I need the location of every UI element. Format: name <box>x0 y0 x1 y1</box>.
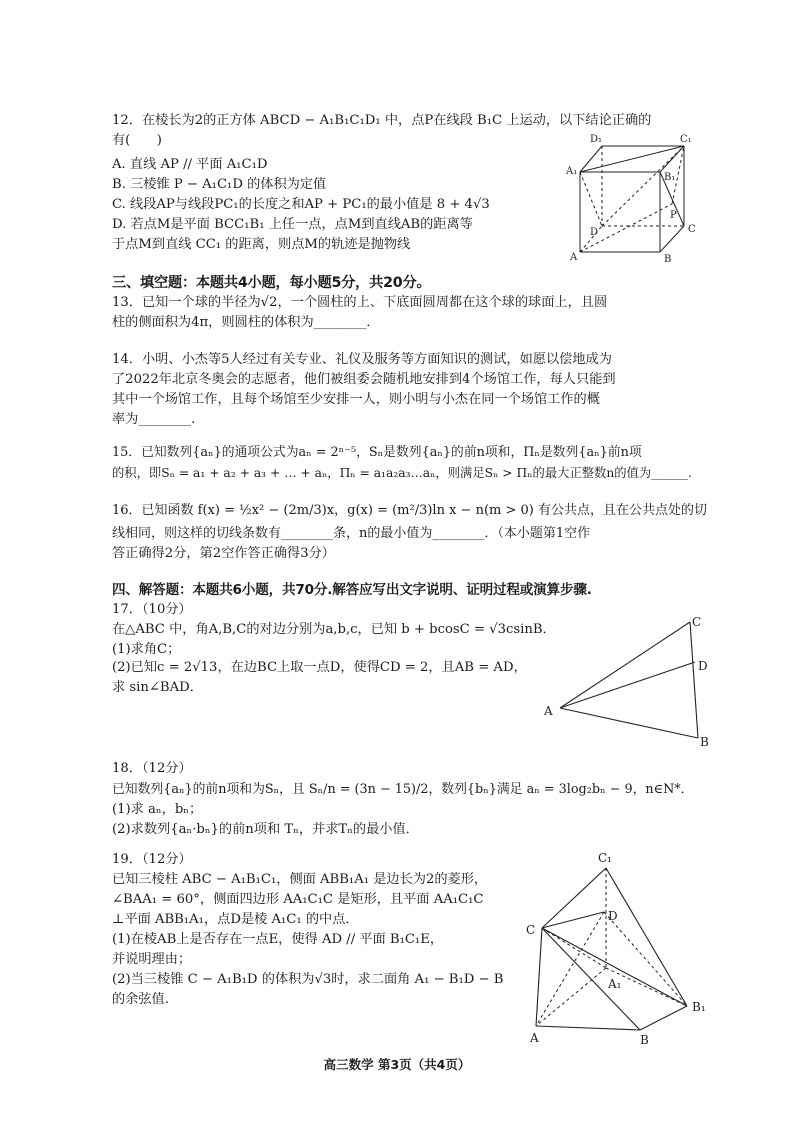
q18-line1: 已知数列{aₙ}的前n项和为Sₙ，且 Sₙ/n = (3n − 15)/2，数列{bₙ}满足 aₙ = 3log₂bₙ − 9，n∈N*． <box>112 782 694 797</box>
prism-label-d: D <box>608 909 618 923</box>
q12-option-c: C. 线段AP与线段PC₁的长度之和AP + PC₁的最小值是 8 + 4√3 <box>112 197 490 212</box>
q19-line4: (1)在棱AB上是否存在一点E，使得 AD // 平面 B₁C₁E， <box>112 932 444 947</box>
triangle-label-b: B <box>700 735 709 749</box>
q17-heading: 17．（10分） <box>112 602 192 617</box>
q12-line1: 12．在棱长为2的正方体 ABCD − A₁B₁C₁D₁ 中，点P在线段 B₁C 上运动，以下结论正确的 <box>112 113 652 128</box>
cube-label-p: P <box>670 210 677 221</box>
cube-label-c: C <box>688 224 696 235</box>
section-3-heading: 三、填空题：本题共4小题，每小题5分，共20分。 <box>112 275 431 291</box>
cube-label-b: B <box>664 254 672 265</box>
prism-label-a1: A₁ <box>608 977 622 991</box>
triangle-label-c: C <box>692 615 702 629</box>
q19-heading: 19．（12分） <box>112 852 192 867</box>
q19-line7: 的余弦值. <box>112 992 169 1007</box>
q12-option-d-line2: 于点M到直线 CC₁ 的距离，则点M的轨迹是抛物线 <box>112 237 411 252</box>
q13-line2: 柱的侧面积为4π，则圆柱的体积为________． <box>112 315 380 330</box>
q14-line4: 率为________. <box>112 412 196 427</box>
q19-line3: ⊥平面 ABB₁A₁，点D是棱 A₁C₁ 的中点． <box>112 912 359 927</box>
prism-figure <box>522 848 722 1048</box>
triangle-label-d: D <box>698 659 708 673</box>
prism-label-c: C <box>526 923 536 937</box>
q18-heading: 18．（12分） <box>112 761 192 776</box>
q14-line3: 其中一个场馆工作，且每个场馆至少安排一人，则小明与小杰在同一个场馆工作的概 <box>112 392 600 407</box>
cube-label-d: D <box>590 227 599 238</box>
q17-line4: 求 sin∠BAD． <box>112 680 203 695</box>
q14-line2: 了2022年北京冬奥会的志愿者，他们被组委会随机地安排到4个场馆工作，每人只能到 <box>112 372 616 387</box>
q12-option-b: B. 三棱锥 P − A₁C₁D 的体积为定值 <box>112 177 327 192</box>
q17-line2: (1)求角C； <box>112 642 181 657</box>
q19-line6: (2)当三棱锥 C − A₁B₁D 的体积为√3时，求二面角 A₁ − B₁D − B <box>112 972 504 987</box>
prism-label-c1: C₁ <box>598 851 612 865</box>
prism-label-b1: B₁ <box>692 1000 706 1014</box>
q12-line2: 有( ) <box>112 133 162 148</box>
q17-line3: (2)已知c = 2√13，在边BC上取一点D，使得CD = 2，且AB = AD， <box>112 660 527 675</box>
triangle-figure <box>540 610 720 755</box>
q16-line2: 线相同，则这样的切线条数有________条，n的最小值为________．（本小题第1空作 <box>112 526 591 541</box>
prism-label-b: B <box>640 1033 649 1047</box>
cube-label-c1: C₁ <box>680 134 692 145</box>
q16-line3: 答正确得2分，第2空作答正确得3分） <box>112 546 335 561</box>
q14-line1: 14．小明、小杰等5人经过有关专业、礼仪及服务等方面知识的测试，如愿以偿地成为 <box>112 352 612 367</box>
q19-line5: 并说明理由； <box>112 952 192 967</box>
q16-line1: 16．已知函数 f(x) = ½x² − (2m/3)x，g(x) = (m²/3)ln x − n(m > 0) 有公共点，且在公共点处的切 <box>112 503 707 518</box>
page-footer: 高三数学 第3页（共4页） <box>323 1057 471 1072</box>
cube-figure <box>560 132 710 267</box>
cube-label-a1: A₁ <box>566 166 578 177</box>
triangle-label-a: A <box>544 704 553 718</box>
q12-option-a: A. 直线 AP // 平面 A₁C₁D <box>112 157 268 172</box>
q13-line1: 13．已知一个球的半径为√2，一个圆柱的上、下底面圆周都在这个球的球面上，且圆 <box>112 295 608 310</box>
q19-line1: 已知三棱柱 ABC − A₁B₁C₁，侧面 ABB₁A₁ 是边长为2的菱形， <box>112 872 488 887</box>
q18-line3: (2)求数列{aₙ·bₙ}的前n项和 Tₙ，并求Tₙ的最小值． <box>112 822 419 837</box>
q15-line1: 15．已知数列{aₙ}的通项公式为aₙ = 2ⁿ⁻⁵，Sₙ是数列{aₙ}的前n项和，Πₙ是数列{aₙ}前n项 <box>112 445 642 460</box>
q12-option-d-line1: D. 若点M是平面 BCC₁B₁ 上任一点，点M到直线AB的距离等 <box>112 217 473 232</box>
section-4-heading: 四、解答题：本题共6小题，共70分.解答应写出文字说明、证明过程或演算步骤. <box>112 582 592 598</box>
cube-label-b1: B₁ <box>664 172 676 183</box>
q17-line1: 在△ABC 中，角A,B,C的对边分别为a,b,c，已知 b + bcosC = √3csinB． <box>112 622 556 637</box>
q19-line2: ∠BAA₁ = 60°，侧面四边形 AA₁C₁C 是矩形，且平面 AA₁C₁C <box>112 892 484 907</box>
q15-line2: 的积，即Sₙ = a₁ + a₂ + a₃ + … + aₙ，Πₙ = a₁a₂a₃…aₙ，则满足Sₙ > Πₙ的最大正整数n的值为______. <box>112 466 692 480</box>
q18-line2: (1)求 aₙ，bₙ； <box>112 802 203 817</box>
prism-label-a: A <box>530 1031 539 1045</box>
cube-label-a: A <box>570 252 578 263</box>
cube-label-d1: D₁ <box>590 134 603 145</box>
